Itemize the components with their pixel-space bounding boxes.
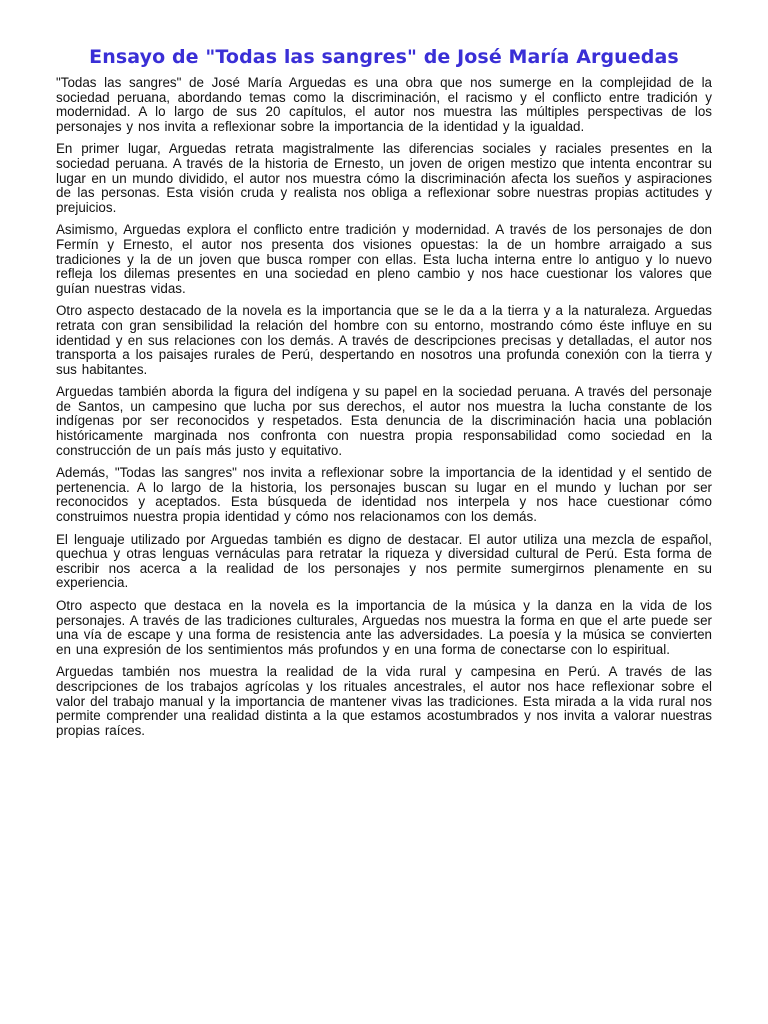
paragraph-5: Arguedas también aborda la figura del indígena y su papel en la sociedad peruana. A través del personaje de Santos, un campesino que lucha por sus derechos, el autor nos muestra la lucha constante de los indígenas por ser reconocidos y respetados. Esta denuncia de la discriminación hacia una población históricamente marginada nos confronta con nuestra propia responsabilidad como sociedad en la construcción de un país más justo y equitativo.	[56, 384, 712, 458]
paragraph-6: Además, "Todas las sangres" nos invita a reflexionar sobre la importancia de la identidad y el sentido de pertenencia. A lo largo de la historia, los personajes buscan su lugar en el mundo y luchan por ser reconocidos y aceptados. Esta búsqueda de identidad nos interpela y nos hace cuestionar cómo construimos nuestra propia identidad y cómo nos relacionamos con los demás.	[56, 465, 712, 525]
paragraph-4: Otro aspecto destacado de la novela es la importancia que se le da a la tierra y a la naturaleza. Arguedas retrata con gran sensibilidad la relación del hombre con su entorno, mostrando cómo éste influye en su identidad y en sus relaciones con los demás. A través de descripciones precisas y detalladas, el autor nos transporta a los paisajes rurales de Perú, despertando en nosotros una profunda conexión con la tierra y sus habitantes.	[56, 303, 712, 377]
paragraph-2: En primer lugar, Arguedas retrata magistralmente las diferencias sociales y raciales presentes en la sociedad peruana. A través de la historia de Ernesto, un joven de origen mestizo que intenta encontrar su lugar en un mundo dividido, el autor nos muestra cómo la discriminación afecta los sueños y aspiraciones de las personas. Esta visión cruda y realista nos obliga a reflexionar sobre nuestras propias actitudes y prejuicios.	[56, 141, 712, 215]
paragraph-7: El lenguaje utilizado por Arguedas también es digno de destacar. El autor utiliza una mezcla de español, quechua y otras lenguas vernáculas para retratar la riqueza y diversidad cultural de Perú. Esta forma de escribir nos acerca a la realidad de los personajes y nos permite sumergirnos plenamente en su experiencia.	[56, 531, 712, 591]
paragraph-1: "Todas las sangres" de José María Arguedas es una obra que nos sumerge en la complejidad de la sociedad peruana, abordando temas como la discriminación, el racismo y el conflicto entre tradición y modernidad. A lo largo de sus 20 capítulos, el autor nos muestra las múltiples perspectivas de los personajes y nos invita a reflexionar sobre la importancia de la identidad y la igualdad.	[56, 75, 712, 134]
paragraph-3: Asimismo, Arguedas explora el conflicto entre tradición y modernidad. A través de los personajes de don Fermín y Ernesto, el autor nos presenta dos visiones opuestas: la de un hombre arraigado a sus tradiciones y la de un joven que busca romper con ellas. Esta lucha interna entre lo antiguo y lo nuevo refleja los dilemas presentes en una sociedad en pleno cambio y nos hace cuestionar los valores que guían nuestras vidas.	[56, 222, 712, 296]
paragraph-8: Otro aspecto que destaca en la novela es la importancia de la música y la danza en la vida de los personajes. A través de las tradiciones culturales, Arguedas nos muestra la forma en que el arte puede ser una vía de escape y una forma de resistencia ante las adversidades. La poesía y la música se convierten en una expresión de los sentimientos más profundos y en una forma de conectarse con lo espiritual.	[56, 598, 712, 657]
document-title: Ensayo de "Todas las sangres" de José María Arguedas	[89, 46, 679, 68]
document-body	[56, 76, 712, 738]
paragraph-9: Arguedas también nos muestra la realidad de la vida rural y campesina en Perú. A través de las descripciones de los trabajos agrícolas y los rituales ancestrales, el autor nos hace reflexionar sobre el valor del trabajo manual y la importancia de mantener vivas las tradiciones. Esta mirada a la vida rural nos permite comprender una realidad distinta a la que estamos acostumbrados y nos invita a valorar nuestras propias raíces.	[56, 664, 712, 738]
